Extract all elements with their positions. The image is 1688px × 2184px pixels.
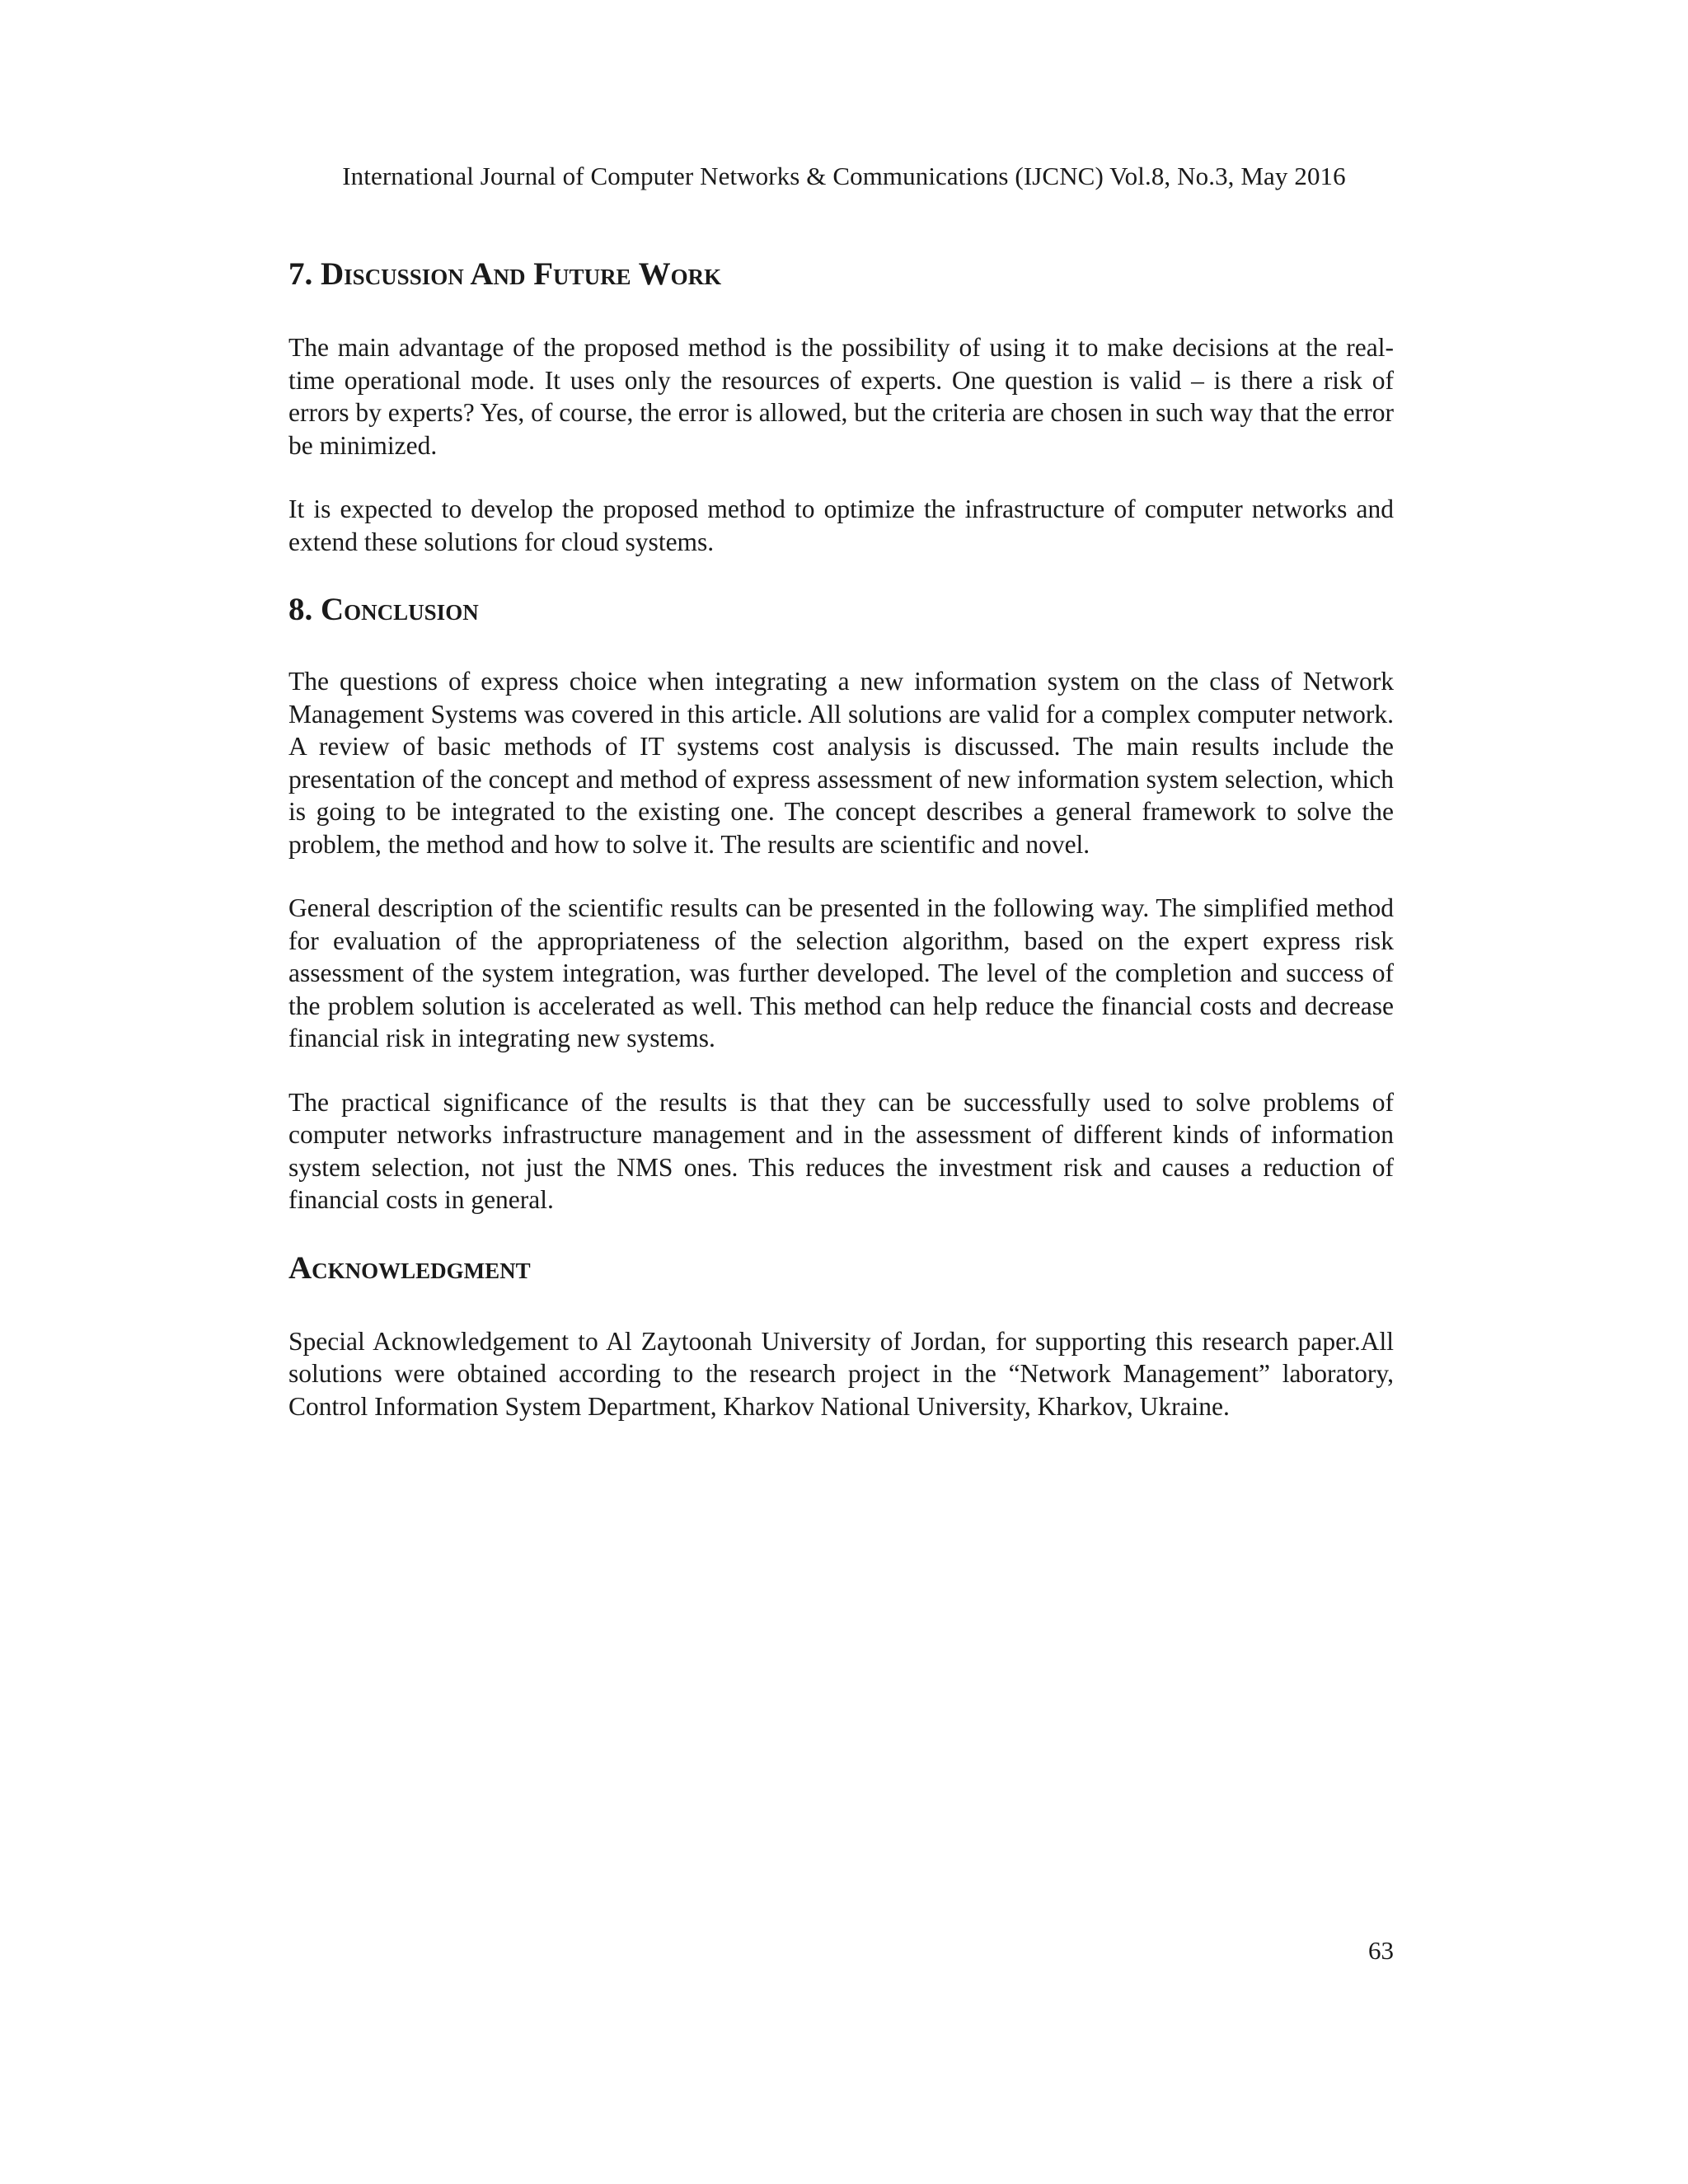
section-heading-discussion xyxy=(288,255,1394,293)
section-number: 7. xyxy=(288,256,313,292)
paragraph: It is expected to develop the proposed method to optimize the infrastructure of computer networks and extend these solutions for cloud systems. xyxy=(288,494,1394,556)
section-number: 8. xyxy=(288,592,313,627)
section-title: Acknowledgment xyxy=(288,1249,531,1286)
running-header: International Journal of Computer Networks & Communications (IJCNC) Vol.8, No.3, May 2016 xyxy=(342,162,1346,190)
section-title: Discussion And Future Work xyxy=(321,256,722,292)
paragraph: The main advantage of the proposed method is the possibility of using it to make decisions at the real-time operational mode. It uses only the resources of experts. One question is valid – is there a risk of errors by experts? Yes, of course, the error is allowed, but the criteria are chosen in such way that the error be minimized. xyxy=(288,333,1394,460)
page-content xyxy=(288,247,1394,1422)
paragraph: General description of the scientific results can be presented in the following way. The simplified method for evaluation of the appropriateness of the selection algorithm, based on the expert express risk assessment of the system integration, was further developed. The level of the completion and success of the problem solution is accelerated as well. This method can help reduce the financial costs and decrease financial risk in integrating new systems. xyxy=(288,893,1394,1052)
section-heading-acknowledgment xyxy=(288,1249,1394,1287)
paragraph: The practical significance of the results is that they can be successfully used to solve problems of computer networks infrastructure management and in the assessment of different kinds of information system selection, not just the NMS ones. This reduces the investment risk and causes a reduction of financial costs in general. xyxy=(288,1087,1394,1214)
section-title: Conclusion xyxy=(321,592,479,627)
page-number: 63 xyxy=(1368,1936,1394,1965)
section-heading-conclusion xyxy=(288,591,1394,629)
paragraph: The questions of express choice when integrating a new information system on the class of Network Management Systems was covered in this article. All solutions are valid for a complex computer network. A review of basic methods of IT systems cost analysis is discussed. The main results include the presentation of the concept and method of express assessment of new information system selection, which is going to be integrated to the existing one. The concept describes a general framework to solve the problem, the method and how to solve it. The results are scientific and novel. xyxy=(288,667,1394,859)
paragraph: Special Acknowledgement to Al Zaytoonah University of Jordan, for supporting this research paper.All solutions were obtained according to the research project in the “Network Management” laboratory, Control Information System Department, Kharkov National University, Kharkov, Ukraine. xyxy=(288,1326,1394,1421)
